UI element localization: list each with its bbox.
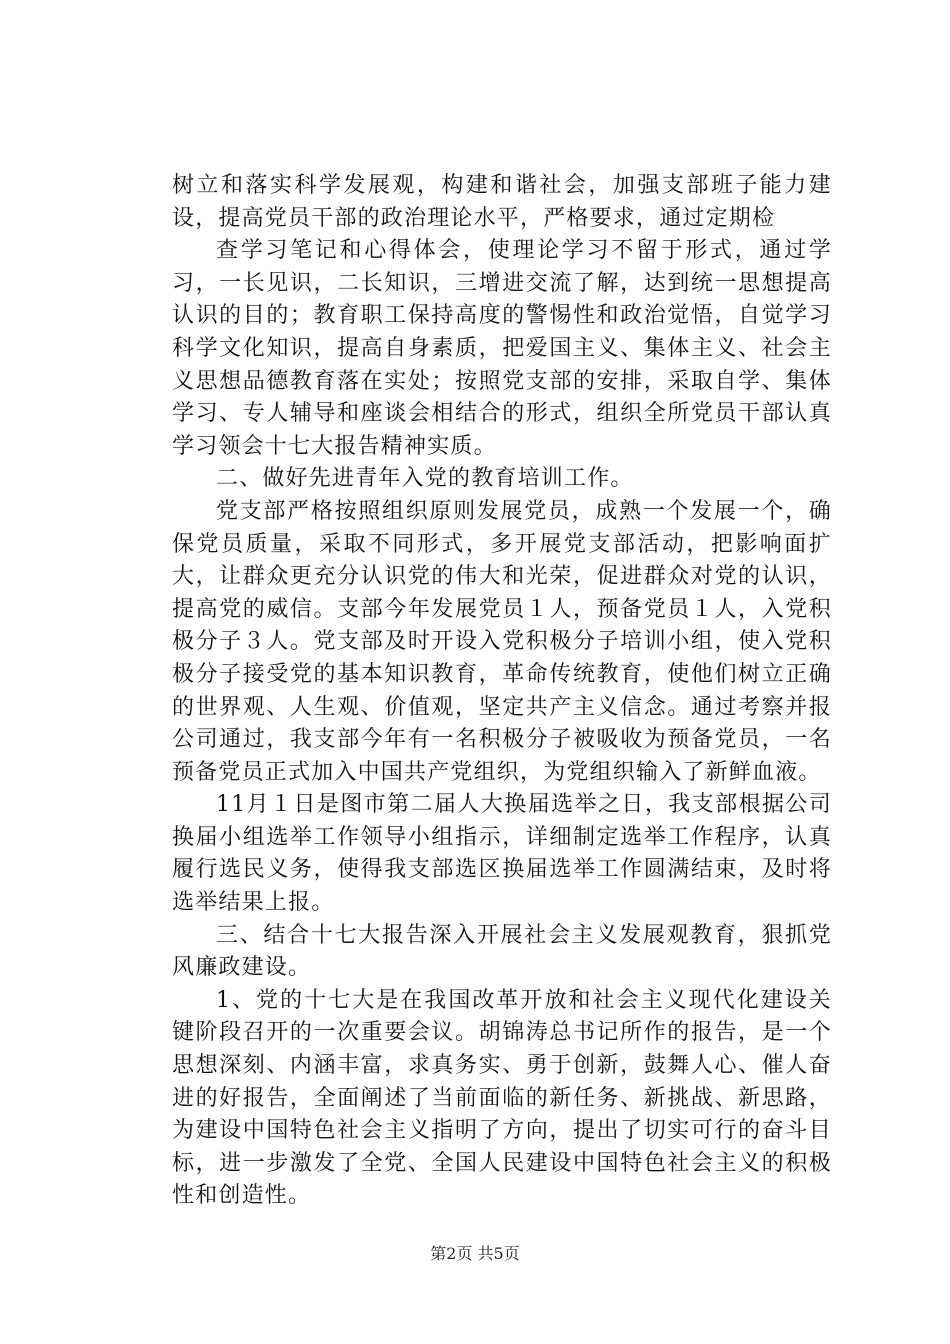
paragraph-congress-report: 1、党的十七大是在我国改革开放和社会主义现代化建设关键阶段召开的一次重要会议。胡锦涛总书记所作的报告，是一个思想深刻、内涵丰富，求真务实、勇于创新，鼓舞人心、催人奋进的好报告，全面阐述了当前面临的新任务、新挑战、新思路，为建设中国特色社会主义指明了方向，提出了切实可行的奋斗目标，进一步激发了全党、全国人民建设中国特色社会主义的积极性和创造性。 (172, 987, 832, 1209)
document-body (172, 170, 832, 1213)
section-heading-2: 二、做好先进青年入党的教育培训工作。 (216, 466, 634, 492)
page-number-footer: 第2页 共5页 (430, 1244, 520, 1263)
section-heading-3: 三、结合十七大报告深入开展社会主义发展观教育，狠抓党风廉政建设。 (172, 922, 832, 981)
paragraph-party-development: 党支部严格按照组织原则发展党员，成熟一个发展一个，确保党员质量，采取不同形式，多开展党支部活动，把影响面扩大，让群众更充分认识党的伟大和光荣，促进群众对党的认识，提高党的威信。支部今年发展党员１人，预备党员１人，入党积极分子３人。党支部及时开设入党积极分子培训小组，使入党积极分子接受党的基本知识教育，革命传统教育，使他们树立正确的世界观、人生观、价值观，坚定共产主义信念。通过考察并报公司通过，我支部今年有一名积极分子被吸收为预备党员，一名预备党员正式加入中国共产党组织，为党组织输入了新鲜血液。 (172, 498, 832, 785)
paragraph-continuation: 树立和落实科学发展观，构建和谐社会，加强支部班子能力建设，提高党员干部的政治理论水平，严格要求，通过定期检 (172, 173, 832, 231)
paragraph-election: 11月１日是图市第二届人大换届选举之日，我支部根据公司换届小组选举工作领导小组指示，详细制定选举工作程序，认真履行选民义务，使得我支部选区换届选举工作圆满结束，及时将选举结果上报。 (172, 792, 832, 916)
paragraph-study: 查学习笔记和心得体会，使理论学习不留于形式，通过学习，一长见识，二长知识，三增进交流了解，达到统一思想提高认识的目的；教育职工保持高度的警惕性和政治觉悟，自觉学习科学文化知识，提高自身素质，把爱国主义、集体主义、社会主义思想品德教育落在实处；按照党支部的安排，采取自学、集体学习、专人辅导和座谈会相结合的形式，组织全所党员干部认真学习领会十七大报告精神实质。 (172, 238, 832, 459)
